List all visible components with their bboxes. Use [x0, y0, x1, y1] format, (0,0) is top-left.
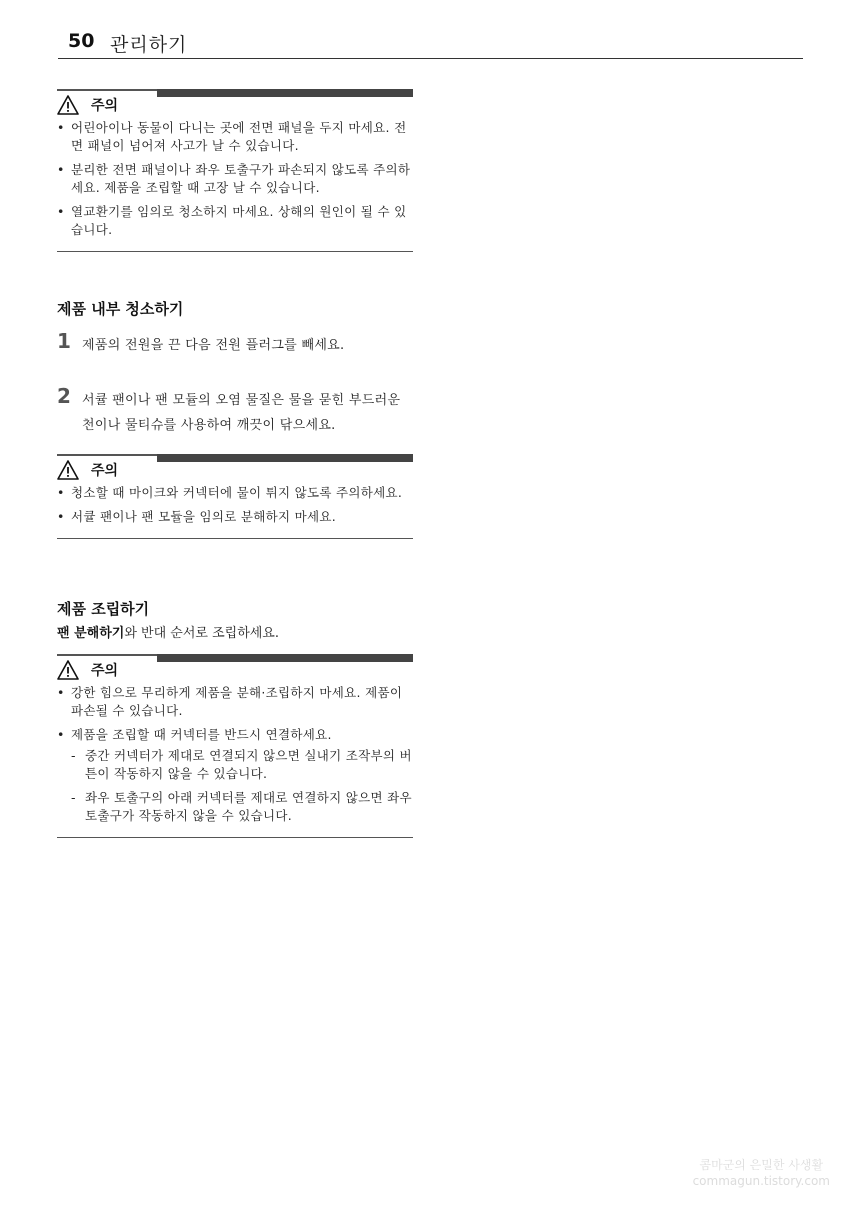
bullet: • — [57, 204, 65, 219]
bullet: • — [57, 509, 65, 524]
item-text: 강한 힘으로 무리하게 제품을 분해·조립하지 마세요. 제품이 파손될 수 있습니다. — [71, 685, 403, 718]
sub-list — [71, 747, 413, 825]
list-item — [57, 203, 413, 239]
item-text: 분리한 전면 패널이나 좌우 토출구가 파손되지 않도록 주의하세요. 제품을 조립할 때 고장 날 수 있습니다. — [71, 162, 411, 195]
step-number: 2 — [57, 384, 71, 408]
step-1 — [57, 329, 417, 358]
watermark-line-1: 콤마군의 은밀한 사생활 — [699, 1158, 824, 1172]
bullet: • — [57, 120, 65, 135]
step-number: 1 — [57, 329, 71, 353]
bullet: • — [57, 727, 65, 742]
intro-bold: 팬 분해하기 — [57, 626, 125, 641]
step-text: 서큘 팬이나 팬 모듈의 오염 물질은 물을 묻힌 부드러운 천이나 물티슈를 사용하여 깨끗이 닦으세요. — [82, 393, 401, 433]
caution-title — [57, 654, 413, 684]
list-item — [57, 726, 413, 825]
page-title: 관리하기 — [110, 34, 188, 56]
step-text: 제품의 전원을 끈 다음 전원 플러그를 빼세요. — [82, 338, 345, 353]
caution-list — [57, 684, 413, 837]
step-2 — [57, 384, 417, 438]
item-text: 제품을 조립할 때 커넥터를 반드시 연결하세요. — [71, 727, 332, 742]
watermark-line-2: commagun.tistory.com — [692, 1174, 830, 1188]
item-text: 청소할 때 마이크와 커넥터에 물이 튀지 않도록 주의하세요. — [71, 485, 403, 500]
sub-list-item — [71, 747, 413, 783]
item-text: 어린아이나 동물이 다니는 곳에 전면 패널을 두지 마세요. 전면 패널이 넘어져 사고가 날 수 있습니다. — [71, 120, 407, 153]
watermark — [693, 1157, 830, 1189]
item-text: 서큘 팬이나 팬 모듈을 임의로 분해하지 마세요. — [71, 509, 337, 524]
caution-list — [57, 119, 413, 251]
caution-title — [57, 89, 413, 119]
section-title-clean: 제품 내부 청소하기 — [57, 300, 184, 318]
page-header — [58, 28, 803, 59]
list-item — [57, 508, 413, 526]
list-item — [57, 119, 413, 155]
page-number: 50 — [68, 30, 95, 52]
warning-icon — [57, 460, 79, 480]
dash: - — [71, 748, 76, 763]
caution-list — [57, 484, 413, 538]
bullet: • — [57, 485, 65, 500]
sub-item-text: 중간 커넥터가 제대로 연결되지 않으면 실내기 조작부의 버튼이 작동하지 않을 수 있습니다. — [85, 748, 412, 781]
section-title-assemble: 제품 조립하기 — [57, 600, 150, 618]
caution-box-2 — [57, 454, 413, 539]
caution-box-1 — [57, 89, 413, 252]
sub-item-text: 좌우 토출구의 아래 커넥터를 제대로 연결하지 않으면 좌우 토출구가 작동하지 않을 수 있습니다. — [85, 790, 412, 823]
section-intro — [57, 622, 279, 641]
bullet: • — [57, 685, 65, 700]
caution-label: 주의 — [91, 98, 119, 114]
warning-icon — [57, 660, 79, 680]
warning-icon — [57, 95, 79, 115]
caution-box-3 — [57, 654, 413, 838]
caution-label: 주의 — [91, 463, 119, 479]
list-item — [57, 161, 413, 197]
list-item — [57, 684, 413, 720]
item-text: 열교환기를 임의로 청소하지 마세요. 상해의 원인이 될 수 있습니다. — [71, 204, 407, 237]
intro-text: 와 반대 순서로 조립하세요. — [124, 626, 279, 641]
sub-list-item — [71, 789, 413, 825]
list-item — [57, 484, 413, 502]
caution-label: 주의 — [91, 663, 119, 679]
bullet: • — [57, 162, 65, 177]
caution-title — [57, 454, 413, 484]
dash: - — [71, 790, 76, 805]
